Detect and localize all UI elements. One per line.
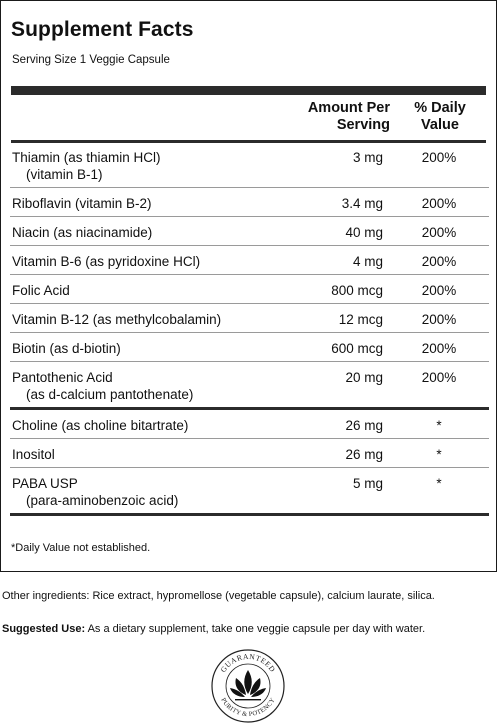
nutrient-daily-value: 200% xyxy=(421,312,457,327)
lotus-icon xyxy=(230,670,266,700)
table-bottom-divider xyxy=(10,513,489,516)
header-daily-value xyxy=(405,100,475,134)
nutrient-amount: 800 mcg xyxy=(331,283,383,298)
nutrient-name xyxy=(12,340,121,357)
header-dv-line2: Value xyxy=(421,117,459,133)
nutrient-daily-value: 200% xyxy=(421,150,457,165)
nutrient-name xyxy=(12,446,55,463)
seal-bottom-text: PURITY & POTENCY xyxy=(219,696,277,719)
nutrient-amount: 12 mcg xyxy=(338,312,383,327)
nutrient-name-line1: Vitamin B-12 (as methylcobalamin) xyxy=(12,312,222,327)
nutrient-amount: 3 mg xyxy=(352,150,383,165)
nutrient-row xyxy=(10,217,489,246)
nutrient-name xyxy=(12,369,193,403)
nutrient-row xyxy=(10,246,489,275)
header-amount-per-serving xyxy=(280,100,390,134)
nutrient-name-line1: Pantothenic Acid xyxy=(12,370,113,385)
suggested-use xyxy=(2,623,425,635)
nutrient-name-line2: (vitamin B-1) xyxy=(26,167,103,182)
footnote: *Daily Value not established. xyxy=(11,542,151,554)
nutrient-row xyxy=(10,304,489,333)
nutrient-row xyxy=(10,275,489,304)
nutrient-row xyxy=(10,333,489,362)
nutrient-amount: 26 mg xyxy=(345,418,383,433)
nutrient-daily-value: 200% xyxy=(421,370,457,385)
nutrient-amount: 20 mg xyxy=(345,370,383,385)
nutrient-name xyxy=(12,311,221,328)
serving-size: Serving Size 1 Veggie Capsule xyxy=(12,54,170,66)
nutrient-daily-value: 200% xyxy=(421,196,457,211)
thick-divider xyxy=(11,86,486,95)
nutrient-row xyxy=(10,142,489,188)
nutrient-amount: 600 mcg xyxy=(331,341,383,356)
nutrient-name-line1: Riboflavin (vitamin B-2) xyxy=(12,196,152,211)
nutrient-daily-value: * xyxy=(436,447,442,462)
nutrient-daily-value: 200% xyxy=(421,283,457,298)
nutrient-name-line1: PABA USP xyxy=(12,476,78,491)
nutrient-daily-value: 200% xyxy=(421,341,457,356)
panel-title: Supplement Facts xyxy=(11,18,194,41)
nutrient-name xyxy=(12,195,152,212)
nutrient-row xyxy=(10,439,489,468)
nutrient-daily-value: * xyxy=(436,476,442,491)
suggested-use-label: Suggested Use: xyxy=(2,623,86,635)
seal-top-text: GUARANTEED xyxy=(218,651,278,674)
nutrient-amount: 5 mg xyxy=(352,476,383,491)
nutrient-name-line1: Inositol xyxy=(12,447,55,462)
nutrient-name xyxy=(12,475,178,509)
nutrient-name xyxy=(12,149,161,183)
guaranteed-purity-seal xyxy=(210,648,286,724)
nutrient-table xyxy=(10,142,489,516)
nutrient-daily-value: 200% xyxy=(421,225,457,240)
nutrient-row xyxy=(10,362,489,407)
nutrient-name xyxy=(12,417,188,434)
nutrient-name-line1: Biotin (as d-biotin) xyxy=(12,341,121,356)
nutrient-amount: 26 mg xyxy=(345,447,383,462)
nutrient-name-line1: Thiamin (as thiamin HCl) xyxy=(12,150,161,165)
nutrient-daily-value: * xyxy=(436,418,442,433)
nutrient-name xyxy=(12,224,152,241)
nutrient-name-line1: Choline (as choline bitartrate) xyxy=(12,418,189,433)
header-dv-line1: % Daily xyxy=(414,100,466,116)
nutrient-daily-value: 200% xyxy=(421,254,457,269)
nutrient-amount: 3.4 mg xyxy=(341,196,383,211)
suggested-use-text: As a dietary supplement, take one veggie capsule per day with water. xyxy=(85,623,426,635)
nutrient-name xyxy=(12,282,70,299)
nutrient-name-line1: Niacin (as niacinamide) xyxy=(12,225,153,240)
nutrient-amount: 40 mg xyxy=(345,225,383,240)
nutrient-row xyxy=(10,188,489,217)
nutrient-amount: 4 mg xyxy=(352,254,383,269)
nutrient-name-line1: Vitamin B-6 (as pyridoxine HCl) xyxy=(12,254,201,269)
nutrient-name-line1: Folic Acid xyxy=(12,283,70,298)
nutrient-row xyxy=(10,468,489,513)
header-amount-line2: Serving xyxy=(336,117,390,133)
nutrient-name-line2: (para-aminobenzoic acid) xyxy=(26,493,179,508)
nutrient-row xyxy=(10,410,489,439)
header-amount-line1: Amount Per xyxy=(307,100,390,116)
other-ingredients: Other ingredients: Rice extract, hypromellose (vegetable capsule), calcium laurate, silica. xyxy=(2,590,435,602)
nutrient-name-line2: (as d-calcium pantothenate) xyxy=(26,387,194,402)
nutrient-name xyxy=(12,253,200,270)
